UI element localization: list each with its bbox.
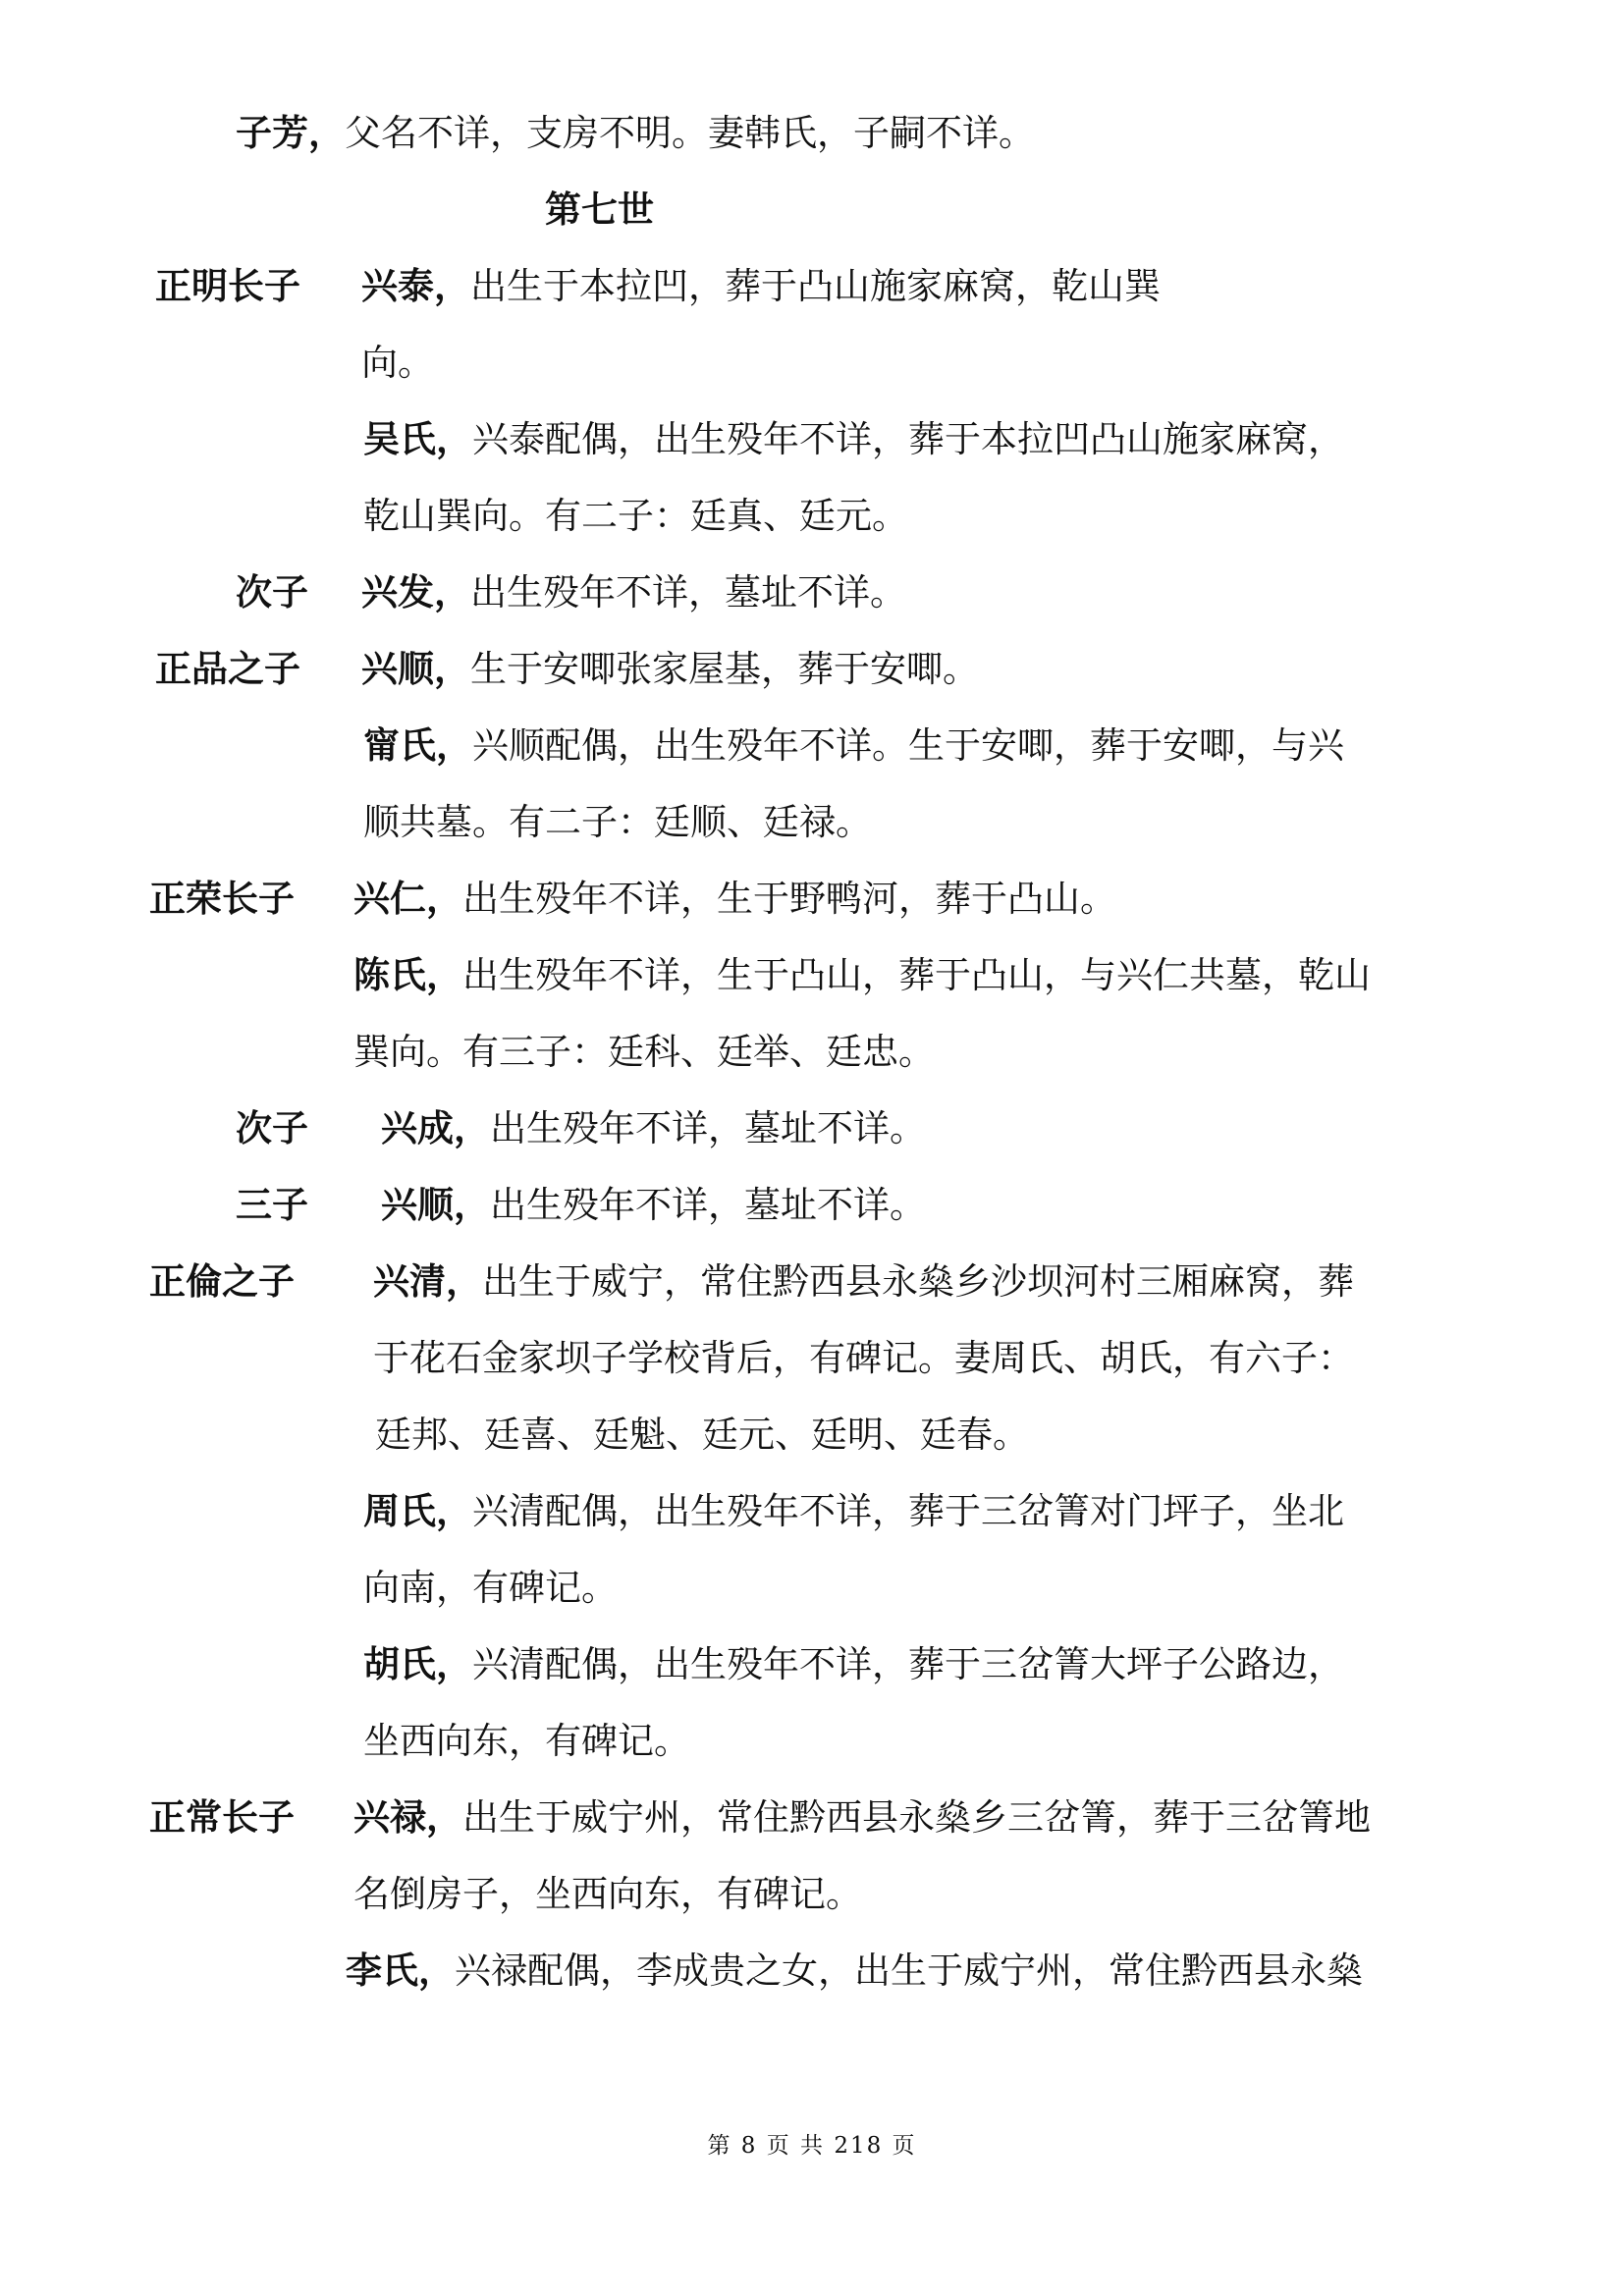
- entry-line: [236, 567, 906, 618]
- entry-line: [346, 1946, 1363, 1997]
- entry-name: 周氏，: [363, 1490, 472, 1532]
- entry-line: [363, 414, 1344, 465]
- entry-continuation: 廷邦、廷喜、廷魁、廷元、廷明、廷春。: [375, 1414, 1029, 1456]
- entry-text: 兴清配偶，出生殁年不详，葬于三岔箐对门坪子，坐北: [472, 1490, 1344, 1532]
- entry-label: 三子: [236, 1184, 308, 1226]
- entry-name: 兴清，: [373, 1260, 482, 1303]
- entry-label: 正品之子: [155, 648, 300, 690]
- entry-text: 出生于威宁，常住黔西县永燊乡沙坝河村三厢麻窝，葬: [482, 1260, 1354, 1303]
- entry-name: 兴成，: [381, 1107, 490, 1149]
- entry-label: 正明长子: [155, 265, 300, 307]
- entry-line: [155, 261, 1161, 312]
- entry-text: 出生殁年不详，生于凸山，葬于凸山，与兴仁共墓，乾山: [462, 954, 1371, 996]
- entry-line: [363, 1486, 1344, 1537]
- entry-text: 兴泰配偶，出生殁年不详，葬于本拉凹凸山施家麻窝，: [472, 418, 1344, 460]
- entry-line: [236, 1103, 926, 1154]
- entry-name: 兴禄，: [353, 1796, 462, 1839]
- entry-text: 兴顺配偶，出生殁年不详。生于安唧，葬于安唧，与兴: [472, 724, 1344, 767]
- entry-line: [149, 1256, 1354, 1308]
- entry-line: [149, 1792, 1371, 1843]
- entry-line: [236, 108, 1035, 159]
- entry-line: [155, 644, 979, 695]
- entry-text: 生于安唧张家屋基，葬于安唧。: [470, 648, 979, 690]
- entry-text: 出生殁年不详，墓址不详。: [470, 571, 906, 614]
- entry-label: 正荣长子: [149, 878, 295, 920]
- entry-text: 出生殁年不详，墓址不详。: [490, 1107, 926, 1149]
- entry-continuation: 向南，有碑记。: [363, 1567, 618, 1609]
- entry-continuation: 向。: [361, 342, 434, 384]
- entry-text: 出生于本拉凹，葬于凸山施家麻窝，乾山巽: [470, 265, 1161, 307]
- entry-name: 吴氏，: [363, 418, 472, 460]
- entry-text: 父名不详，支房不明。妻韩氏，子嗣不详。: [345, 112, 1035, 154]
- entry-name: 李氏，: [346, 1949, 455, 1992]
- entry-continuation: 坐西向东，有碑记。: [363, 1720, 690, 1762]
- entry-continuation: 名倒房子，坐西向东，有碑记。: [353, 1873, 862, 1915]
- entry-label: 次子: [236, 1107, 308, 1149]
- entry-continuation: 于花石金家坝子学校背后，有碑记。妻周氏、胡氏，有六子：: [373, 1337, 1354, 1379]
- entry-line: [363, 721, 1344, 772]
- entry-name: 子芳，: [236, 112, 345, 154]
- entry-label: 正常长子: [149, 1796, 295, 1839]
- entry-text: 出生于威宁州，常住黔西县永燊乡三岔箐，葬于三岔箐地: [462, 1796, 1371, 1839]
- entry-label: 次子: [236, 571, 308, 614]
- entry-name: 兴顺，: [361, 648, 470, 690]
- entry-text: 出生殁年不详，生于野鸭河，葬于凸山。: [462, 878, 1116, 920]
- entry-name: 胡氏，: [363, 1643, 472, 1685]
- entry-name: 兴发，: [361, 571, 470, 614]
- entry-text: 兴清配偶，出生殁年不详，葬于三岔箐大坪子公路边，: [472, 1643, 1344, 1685]
- entry-line: [149, 874, 1116, 925]
- entry-name: 兴泰，: [361, 265, 470, 307]
- entry-line: [353, 950, 1371, 1001]
- entry-continuation: 顺共墓。有二子：廷顺、廷禄。: [363, 801, 872, 843]
- entry-continuation: 巽向。有三子：廷科、廷举、廷忠。: [353, 1031, 935, 1073]
- generation-heading: 第七世: [545, 188, 654, 231]
- entry-text: 出生殁年不详，墓址不详。: [490, 1184, 926, 1226]
- entry-continuation: 乾山巽向。有二子：廷真、廷元。: [363, 495, 908, 537]
- entry-line: [236, 1180, 926, 1231]
- entry-name: 陈氏，: [353, 954, 462, 996]
- entry-name: 兴仁，: [353, 878, 462, 920]
- entry-text: 兴禄配偶，李成贵之女，出生于威宁州，常住黔西县永燊: [455, 1949, 1363, 1992]
- page-number-footer: 第 8 页 共 218 页: [707, 2133, 917, 2159]
- entry-label: 正倫之子: [149, 1260, 295, 1303]
- entry-name: 兴顺，: [381, 1184, 490, 1226]
- entry-line: [363, 1639, 1344, 1690]
- entry-name: 甯氏，: [363, 724, 472, 767]
